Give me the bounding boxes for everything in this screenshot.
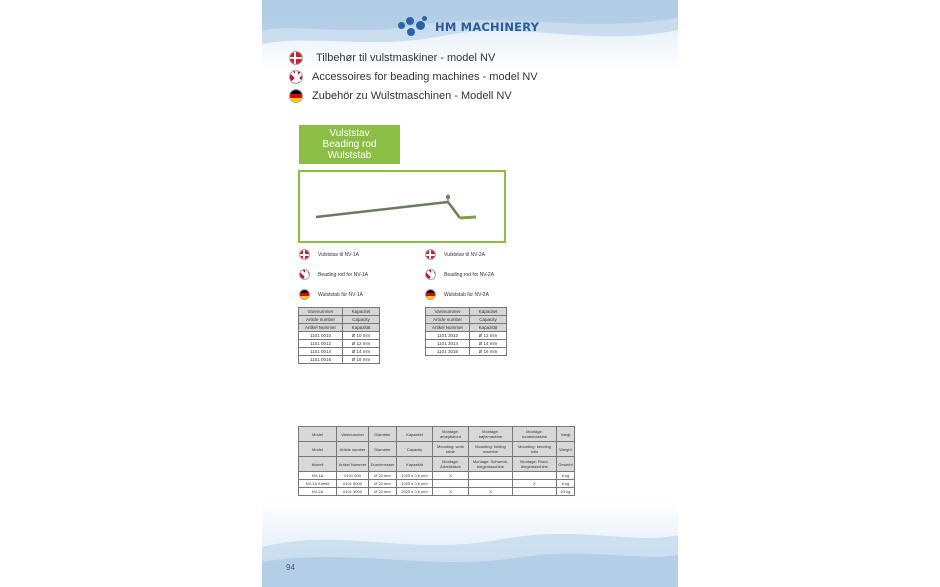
table-cell: 1101 0016 xyxy=(299,356,343,364)
title-english xyxy=(289,70,538,84)
header-cell: Mounting: folding machine xyxy=(469,442,513,457)
table-cell: Ø 22 mm xyxy=(369,488,397,496)
table-cell xyxy=(469,480,513,488)
header-cell: Montage: arbejdsbord xyxy=(433,427,469,442)
beading-rod-illustration xyxy=(300,172,504,241)
left-label-english xyxy=(299,269,368,280)
table-cell: 0101 3000 xyxy=(337,488,369,496)
label-text: Wulststab für NV-2A xyxy=(444,291,489,298)
german-flag-icon xyxy=(425,289,436,300)
table-cell: 6 kg xyxy=(557,472,575,480)
table-cell: 1101 0012 xyxy=(299,340,343,348)
table-cell: Ø 14 mm xyxy=(343,348,380,356)
product-name-english: Beading rod xyxy=(322,139,377,150)
table-cell: Ø 16 mm xyxy=(470,348,507,356)
table-cell: NV-1A xyxy=(299,472,337,480)
header-cell: Artikel Nummer xyxy=(426,324,470,332)
table-cell: Ø 14 mm xyxy=(470,340,507,348)
header-cell: Artikel Nummer xyxy=(337,457,369,472)
table-cell: 1101 0010 xyxy=(299,332,343,340)
table-row xyxy=(299,480,575,488)
header-cell: Article number xyxy=(337,442,369,457)
header-cell: Durchmesser xyxy=(369,457,397,472)
title-text: Zubehör zu Wulstmaschinen - Modell NV xyxy=(312,90,512,102)
uk-flag-icon xyxy=(289,70,303,84)
header-cell: Vægt xyxy=(557,427,575,442)
page-number: 94 xyxy=(286,563,295,572)
header-cell: Model xyxy=(299,442,337,457)
header-cell: Kapacitet xyxy=(470,308,507,316)
header-cell: Modell xyxy=(299,457,337,472)
label-text: Beading rod for NV-1A xyxy=(318,271,369,278)
right-label-english xyxy=(425,269,494,280)
header-cell: Artikel Nummer xyxy=(299,324,343,332)
table-cell: 0101 000 xyxy=(337,472,369,480)
label-text: Wulststab für NV-1A xyxy=(318,291,363,298)
header-cell: Mounting: bending rolls xyxy=(513,442,557,457)
table-cell: 1020 x 0,6 mm xyxy=(397,480,433,488)
table-header-row xyxy=(299,442,575,457)
header-cell: Article number xyxy=(426,316,470,324)
table-header-row xyxy=(299,316,380,324)
table-cell: X xyxy=(469,488,513,496)
catalog-page xyxy=(262,0,678,587)
right-article-table xyxy=(425,307,507,356)
table-header-row xyxy=(299,457,575,472)
table-row xyxy=(426,340,507,348)
table-cell: 1101 3016 xyxy=(426,348,470,356)
table-cell: Ø 16 mm xyxy=(343,356,380,364)
table-cell: Ø 12 mm xyxy=(470,332,507,340)
label-text: Vulststav til NV-1A xyxy=(318,251,359,258)
model-table xyxy=(298,426,575,496)
header-cell: Kapacitet xyxy=(343,308,380,316)
table-row xyxy=(299,356,380,364)
table-row xyxy=(426,348,507,356)
table-header-row xyxy=(299,324,380,332)
label-text: Beading rod for NV-2A xyxy=(444,271,495,278)
label-text: Vulststav til NV-2A xyxy=(444,251,485,258)
bottom-wave-decoration xyxy=(262,517,678,587)
header-cell: Diameter xyxy=(369,427,397,442)
table-cell: NV-2A xyxy=(299,488,337,496)
table-cell xyxy=(433,480,469,488)
title-text: Tilbehør til vulstmaskiner - model NV xyxy=(316,52,496,64)
table-row xyxy=(299,488,575,496)
title-text: Accessoires for beading machines - model NV xyxy=(312,71,538,83)
table-cell: Ø 22 mm xyxy=(369,480,397,488)
table-cell: 0101 5000 xyxy=(337,480,369,488)
table-header-row xyxy=(426,308,507,316)
table-cell: Ø 12 mm xyxy=(343,340,380,348)
header-cell: Weight xyxy=(557,442,575,457)
left-label-danish xyxy=(299,249,359,260)
header-cell: Kapacitet xyxy=(397,427,433,442)
header-cell: Varenummer xyxy=(337,427,369,442)
header-cell: Mounting: work table xyxy=(433,442,469,457)
header-cell: Kapazität xyxy=(343,324,380,332)
danish-flag-icon xyxy=(425,249,436,260)
right-label-german xyxy=(425,289,489,300)
product-name-danish: Vulststav xyxy=(329,128,370,139)
header-cell: Montage: Arbeitstisch xyxy=(433,457,469,472)
table-cell: Ø 10 mm xyxy=(343,332,380,340)
uk-flag-icon xyxy=(299,269,310,280)
table-cell: Ø 22 mm xyxy=(369,472,397,480)
table-cell: 1101 3014 xyxy=(426,340,470,348)
left-label-german xyxy=(299,289,363,300)
german-flag-icon xyxy=(289,89,303,103)
header-cell: Kapazität xyxy=(397,457,433,472)
table-cell: 1020 x 0,6 mm xyxy=(397,472,433,480)
header-cell: Kapazität xyxy=(470,324,507,332)
table-header-row xyxy=(299,308,380,316)
table-row xyxy=(299,472,575,480)
table-header-row xyxy=(426,324,507,332)
header-cell: Diameter xyxy=(369,442,397,457)
header-cell: Montage: bøjlemaskine xyxy=(469,427,513,442)
table-cell: 23 kg xyxy=(557,488,575,496)
logo-dots-icon xyxy=(396,16,432,38)
header-cell: Varenummer xyxy=(299,308,343,316)
product-image-frame xyxy=(298,170,506,243)
table-row xyxy=(299,332,380,340)
table-cell: X xyxy=(433,472,469,480)
table-cell: X xyxy=(513,480,557,488)
header-cell: Varenummer xyxy=(426,308,470,316)
brand-logo xyxy=(396,16,539,38)
table-row xyxy=(299,340,380,348)
table-cell: NV-1A Kombi xyxy=(299,480,337,488)
left-article-table xyxy=(298,307,380,364)
header-cell: Article number xyxy=(299,316,343,324)
danish-flag-icon xyxy=(299,249,310,260)
table-header-row xyxy=(426,316,507,324)
right-label-danish xyxy=(425,249,485,260)
header-cell: Montage: rundemaskine xyxy=(513,427,557,442)
danish-flag-icon xyxy=(289,51,303,65)
table-cell: 6 kg xyxy=(557,480,575,488)
table-header-row xyxy=(299,427,575,442)
header-cell: Montage: Rund-biegemaschine xyxy=(513,457,557,472)
title-danish xyxy=(289,51,495,65)
header-cell: Montage: Schwenk-biegemaschine xyxy=(469,457,513,472)
header-cell: Gewicht xyxy=(557,457,575,472)
table-cell: X xyxy=(433,488,469,496)
header-cell: Capacity xyxy=(470,316,507,324)
table-cell: 1101 3012 xyxy=(426,332,470,340)
german-flag-icon xyxy=(299,289,310,300)
table-cell: 1101 0014 xyxy=(299,348,343,356)
brand-name: HM MACHINERY xyxy=(435,20,540,34)
uk-flag-icon xyxy=(425,269,436,280)
header-cell: Model xyxy=(299,427,337,442)
header-cell: Capacity xyxy=(397,442,433,457)
table-cell xyxy=(513,488,557,496)
table-cell: 2020 x 0,6 mm xyxy=(397,488,433,496)
table-cell xyxy=(513,472,557,480)
table-row xyxy=(299,348,380,356)
title-german xyxy=(289,89,512,103)
header-cell: Capacity xyxy=(343,316,380,324)
table-row xyxy=(426,332,507,340)
product-name-german: Wulststab xyxy=(327,150,372,161)
table-cell xyxy=(469,472,513,480)
product-title-box xyxy=(299,125,400,164)
